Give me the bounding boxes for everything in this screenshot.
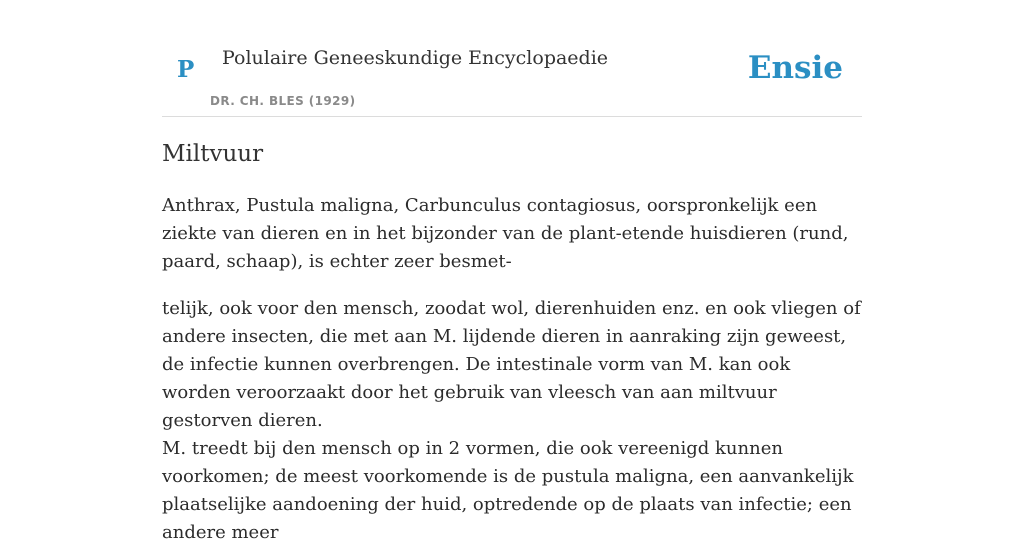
page [162,0,862,543]
brand-logo[interactable]: Ensie [747,50,843,86]
article-title: Miltvuur [162,141,264,167]
article-paragraph: M. treedt bij den mensch op in 2 vormen, die ook vereenigd kunnen voorkomen; de meest voorkomende is de pustula maligna, een aanvankelijk plaatselijke aandoening der huid, optredende op de plaats van infectie; een andere meer [162,438,854,543]
article-paragraph: Anthrax, Pustula maligna, Carbunculus contagiosus, oorspronkelijk een ziekte van dieren en in het bijzonder van de plant-etende huisdieren (rund, paard, schaap), is echter zeer besmet- [162,195,849,272]
source-logo-icon[interactable]: P [177,56,195,83]
article-paragraph: telijk, ook voor den mensch, zoodat wol, dierenhuiden enz. en ook vliegen of andere insecten, die met aan M. lijdende dieren in aanraking zijn geweest, de infectie kunnen overbrengen. De intestinale vorm van M. kan ook worden veroorzaakt door het gebruik van vleesch van aan miltvuur gestorven dieren. [162,298,861,431]
header [162,0,862,117]
source-author: DR. CH. BLES (1929) [210,94,356,108]
source-title[interactable]: Polulaire Geneeskundige Encyclopaedie [222,47,609,69]
